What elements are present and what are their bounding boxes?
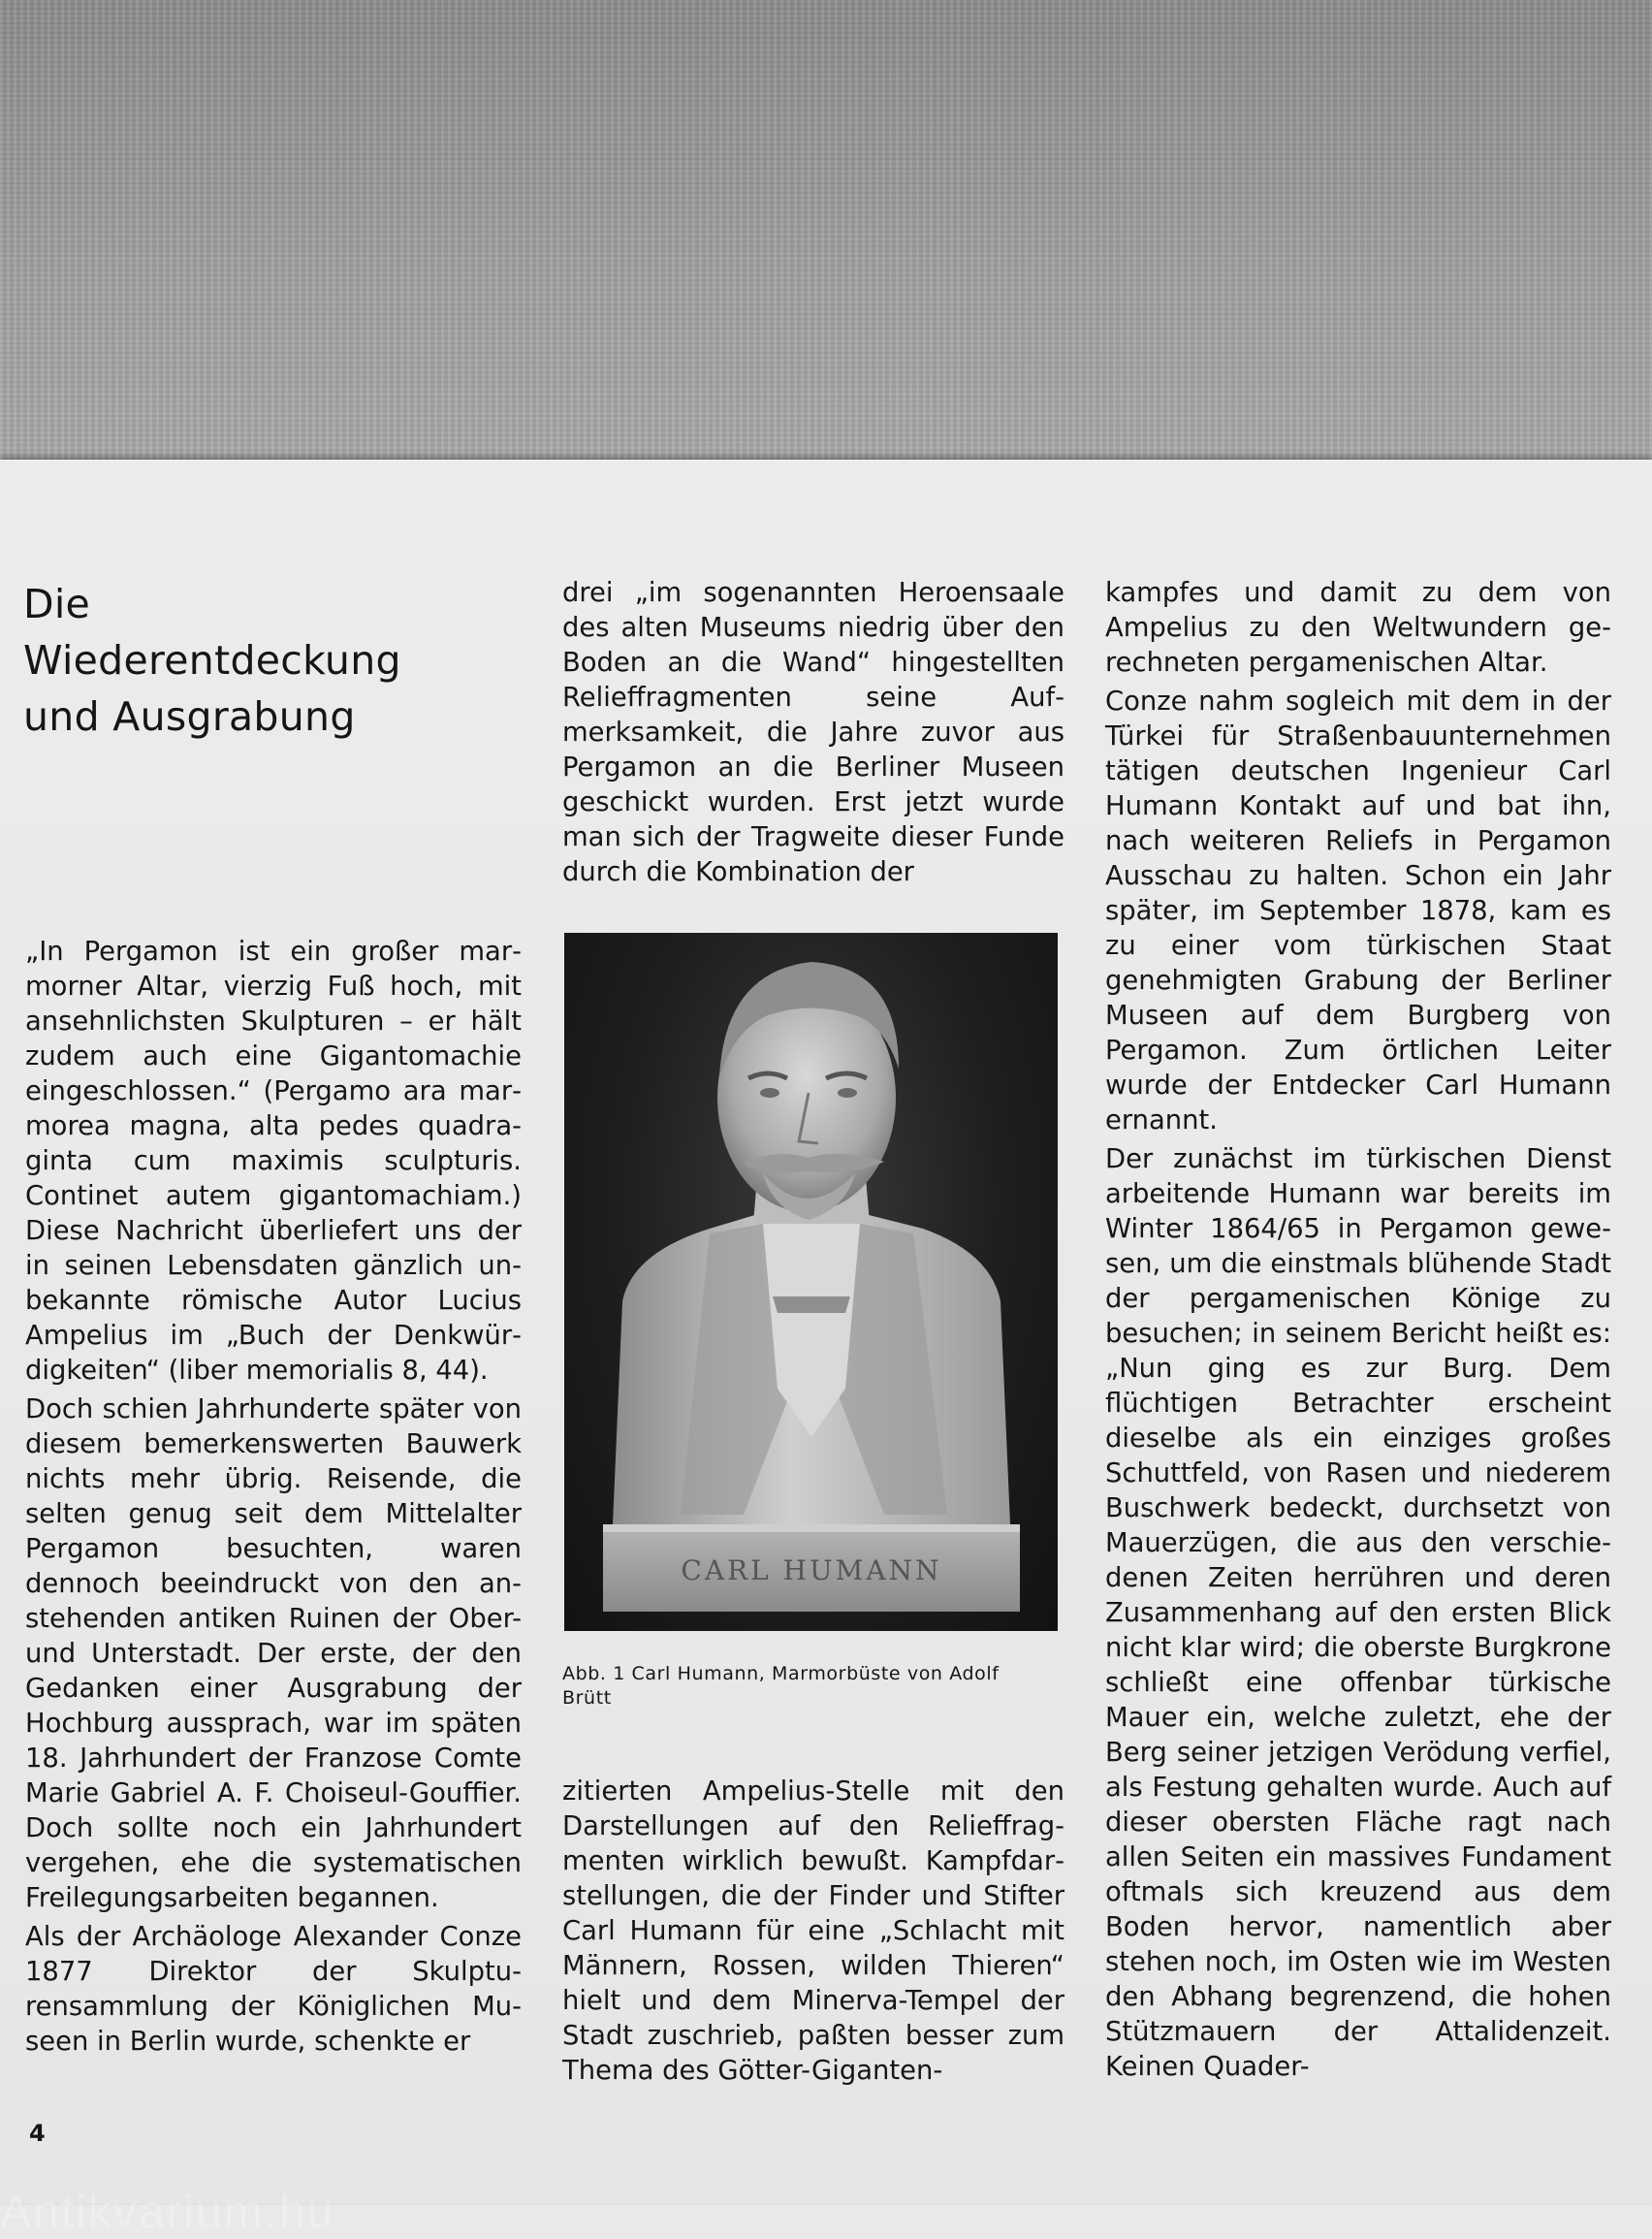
paragraph: kampfes und damit zu dem von Ampelius zu den Weltwundern gerechneten pergamenischen Altar. [1105,578,1611,678]
paragraph: Der zunächst im türkischen Dienst arbeitende Humann war bereits im Winter 1864/65 in Pergamon gewesen, um die einstmals blühende Stadt der pergamenischen Könige zu besuchen; in seinem Bericht heißt es: „Nun ging es zur Burg. Dem flüchtigen Betrachter erscheint dieselbe als ein einziges großes Schuttfeld, von Rasen und niederem Buschwerk bedeckt, durchsetzt von Mauerzügen, die aus den verschiedenen Zeiten herrühren und deren Zusammenhang auf den ersten Blick nicht klar wird; die oberste Burgkrone schließt eine offenbar türkische Mauer ein, welche zuletzt, ehe der Berg seiner jetzigen Verödung verfiel, als Festung gehalten wurde. Auch auf dieser obersten Fläche ragt nach allen Seiten ein massives Fundament oftmals sich kreuzend aus dem Boden hervor, namentlich aber stehen noch, im Osten wie im Westen den Abhang begrenzend, die hohen Stützmauern der Attalidenzeit. Keinen Quader- [1105,1144,1611,2082]
plinth-inscription: CARL HUMANN [681,1554,942,1586]
text-column-1 [25,935,522,2060]
heading-line-1: Die [23,581,91,627]
paragraph: „In Pergamon ist ein großer marmorner Altar, vierzig Fuß hoch, mit ansehnlichsten Skulpturen – er hält zudem auch eine Gigantomachie eingeschlossen.“ (Pergamo ara marmorea magna, alta pedes quadraginta cum maximis sculpturis. Continet autem gigantomachiam.) Diese Nachricht überliefert uns der in seinen Lebensdaten gänzlich unbekannte römische Autor Lucius Ampelius im „Buch der Denkwürdigkeiten“ (liber memorialis 8, 44). [25,937,522,1386]
text-column-3 [1105,576,1611,2085]
bust-photograph [564,933,1058,1631]
text-column-2-bottom [562,1775,1064,2089]
text-column-2-top [562,576,1064,890]
page-number: 4 [29,2120,46,2147]
heading-line-2: Wiederentdeckung [23,637,401,684]
paragraph: Doch schien Jahrhunderte später von diesem bemerkenswerten Bauwerk nichts mehr übrig. Reisende, die selten genug seit dem Mittelalter Pergamon besuchten, waren dennoch beeindruckt von den anstehenden antiken Ruinen der Ober- und Unterstadt. Der erste, der den Gedanken einer Ausgrabung der Hochburg aussprach, war im späten 18. Jahrhundert der Franzose Comte Marie Gabriel A. F. Choiseul-Gouffier. Doch sollte noch ein Jahrhundert vergehen, ehe die systematischen Freilegungsarbeiten begannen. [25,1394,522,1913]
paragraph: drei „im sogenannten Heroensaale des alten Museums niedrig über den Boden an die Wand“ hingestellten Relieffragmenten seine Aufmerksamkeit, die Jahre zuvor aus Pergamon an die Berliner Museen geschickt wurden. Erst jetzt wurde man sich der Tragweite dieser Funde durch die Kombination der [562,578,1064,887]
background-surface [0,0,1652,465]
paragraph: Conze nahm sogleich mit dem in der Türkei für Straßenbauunternehmen tätigen deutschen Ingenieur Carl Humann Kontakt auf und bat ihn, nach weiteren Reliefs in Pergamon Ausschau zu halten. Schon ein Jahr später, im September 1878, kam es zu einer vom türkischen Staat genehmigten Grabung der Berliner Museen auf dem Burgberg von Pergamon. Zum örtlichen Leiter wurde der Entdecker Carl Humann ernannt. [1105,687,1611,1135]
bust-illustration [564,933,1058,1631]
page-heading [23,576,401,745]
paragraph: Als der Archäologe Alexander Conze 1877 Direktor der Skulpturensammlung der Königlichen Museen in Berlin wurde, schenkte er [25,1922,522,2057]
watermark: Antikvarium.hu [0,2187,335,2238]
heading-line-3: und Ausgrabung [23,693,356,740]
paragraph: zitierten Ampelius-Stelle mit den Darstellungen auf den Relieffragmenten wirklich bewußt. Kampfdarstellungen, die der Finder und Stifter Carl Humann für eine „Schlacht mit Männern, Rossen, wilden Thieren“ hielt und dem Minerva-Tempel der Stadt zuschrieb, paßten besser zum Thema des Götter-Giganten- [562,1776,1064,2086]
figure-caption: Abb. 1 Carl Humann, Marmorbüste von Adolf Brütt [562,1663,1000,1709]
book-page [0,460,1652,2238]
